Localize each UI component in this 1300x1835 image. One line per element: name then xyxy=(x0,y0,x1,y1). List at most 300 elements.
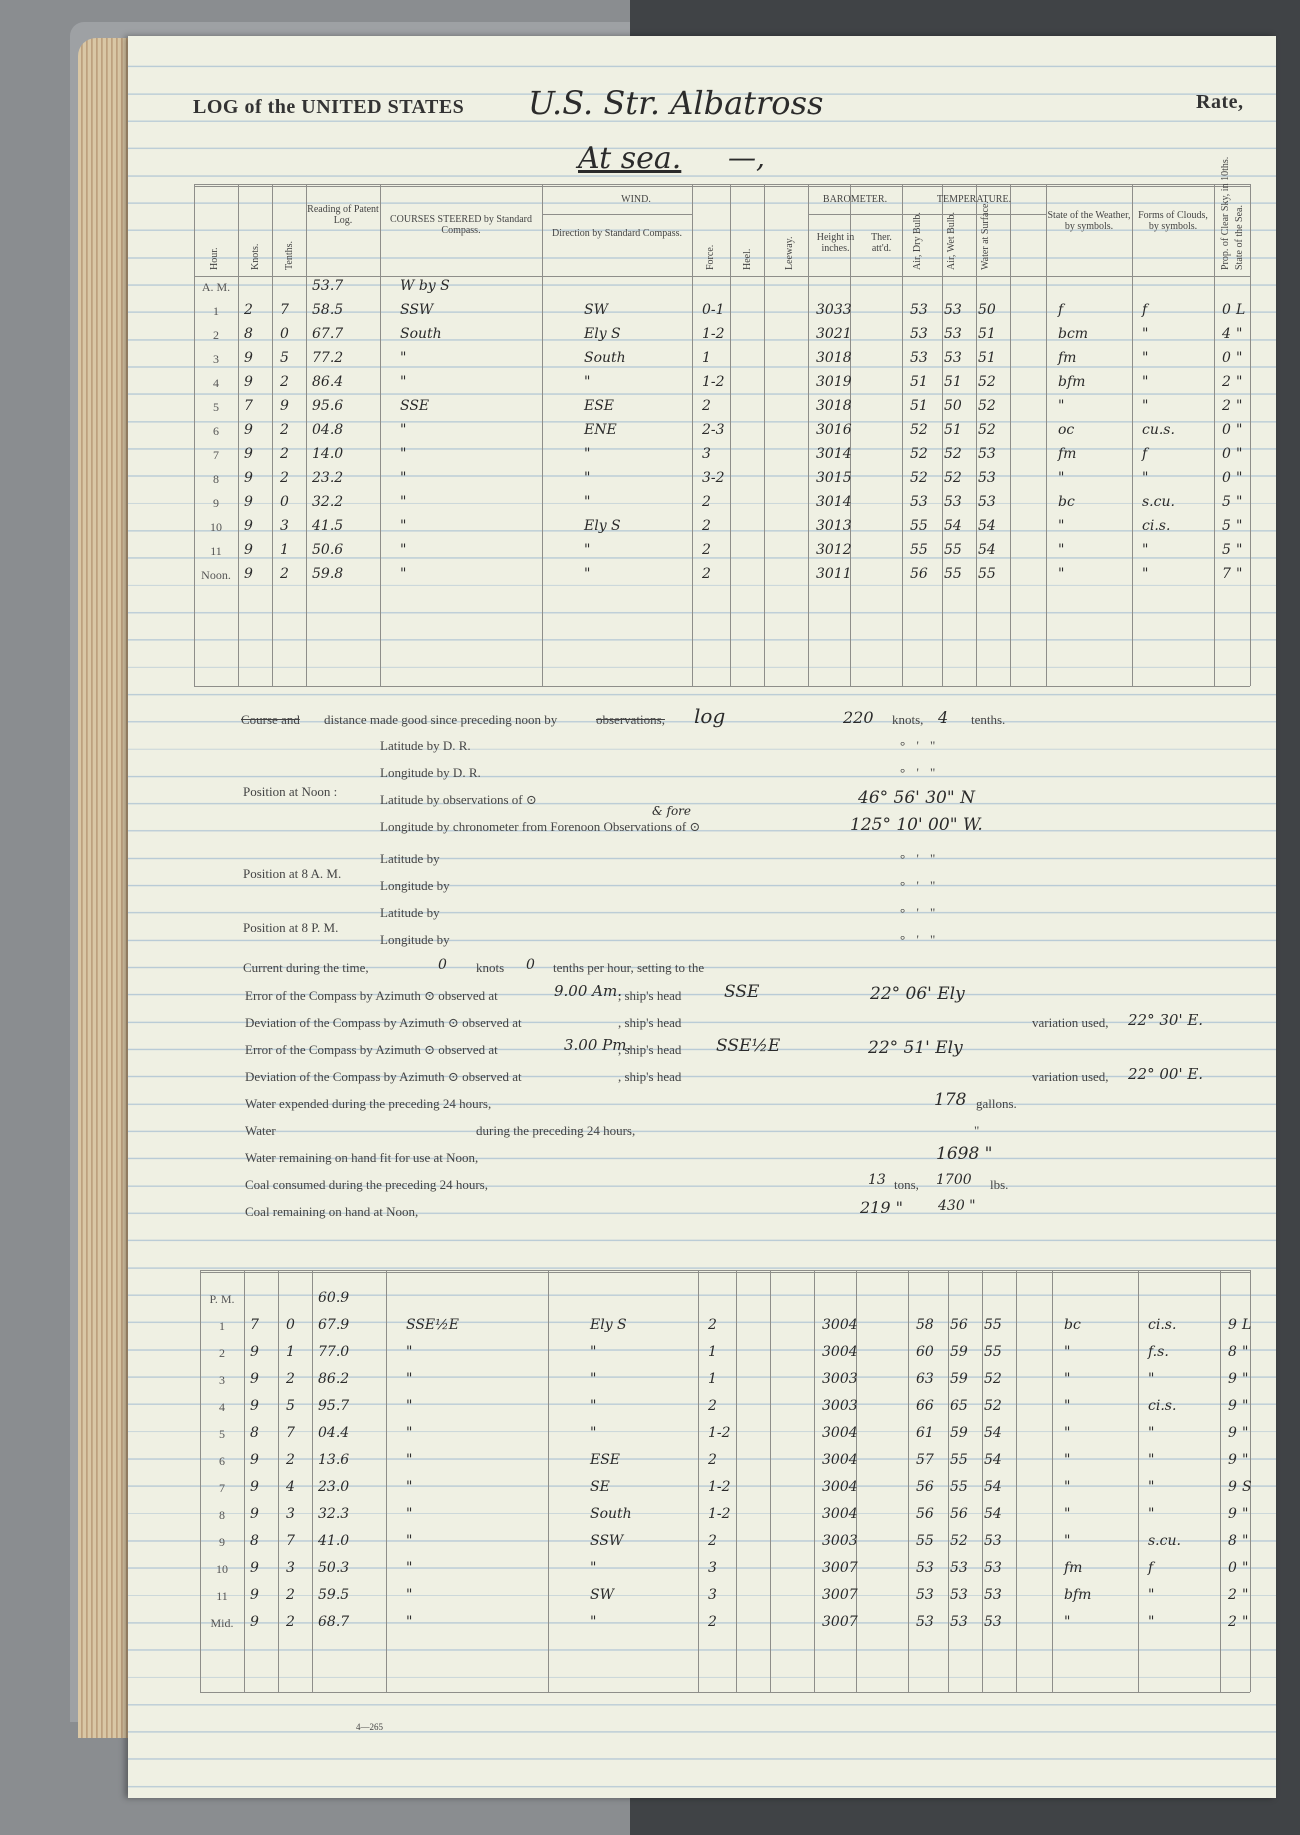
distance-strike-2: observations, xyxy=(596,712,665,727)
dry-bulb-cell: 51 xyxy=(910,374,928,390)
knots-cell: 9 xyxy=(244,494,253,510)
col-hour: Hour. xyxy=(209,247,220,270)
tenths-cell: 2 xyxy=(280,566,289,582)
water-temp-cell: 54 xyxy=(984,1479,1002,1495)
dry-bulb-cell: 52 xyxy=(910,470,928,486)
column-rule xyxy=(692,184,693,686)
col-leeway: Leeway. xyxy=(784,236,795,270)
tenths-cell: 2 xyxy=(286,1452,295,1468)
coal-consumed-lbs: 1700 xyxy=(936,1172,972,1188)
knots-cell: 8 xyxy=(244,326,253,342)
wind-direction-cell: " xyxy=(590,1344,597,1360)
wet-bulb-cell: 53 xyxy=(950,1560,968,1576)
distance-label: distance made good since preceding noon by xyxy=(324,712,558,727)
patent-log-cell: 95.6 xyxy=(312,398,344,414)
column-rule xyxy=(1250,184,1251,686)
tenths-cell: 7 xyxy=(286,1533,295,1549)
wet-bulb-cell: 52 xyxy=(950,1533,968,1549)
sea-state-cell: " xyxy=(1242,1398,1249,1414)
dry-bulb-cell: 56 xyxy=(916,1479,934,1495)
patent-log-cell: 59.5 xyxy=(318,1587,350,1603)
lat-8am-label: Latitude by xyxy=(380,851,440,866)
water-temp-cell: 52 xyxy=(984,1371,1002,1387)
clouds-cell: " xyxy=(1142,542,1149,558)
water-temp-cell: 51 xyxy=(978,350,996,366)
clouds-cell: " xyxy=(1148,1425,1155,1441)
weather-cell: bcm xyxy=(1058,326,1089,342)
col-sea: State of the Sea. xyxy=(1234,205,1245,270)
knots-cell: 9 xyxy=(244,350,253,366)
err2-value: 22° 51' Ely xyxy=(868,1038,963,1058)
clouds-cell: cu.s. xyxy=(1142,422,1175,438)
column-rule xyxy=(278,1270,279,1692)
tenths-cell: 0 xyxy=(280,326,289,342)
clouds-cell: " xyxy=(1142,398,1149,414)
water-temp-cell: 53 xyxy=(984,1587,1002,1603)
course-cell: " xyxy=(406,1560,413,1576)
variation-label-1: variation used, xyxy=(1032,1015,1109,1030)
water-remaining-value: 1698 " xyxy=(936,1144,993,1164)
wet-bulb-cell: 53 xyxy=(950,1614,968,1630)
column-rule xyxy=(770,1270,771,1692)
barometer-cell: 3014 xyxy=(816,494,852,510)
force-cell: 2 xyxy=(708,1398,717,1414)
column-rule xyxy=(730,184,731,686)
weather-cell: " xyxy=(1058,518,1065,534)
clear-sky-cell: 0 xyxy=(1222,350,1231,366)
wet-bulb-cell: 52 xyxy=(944,446,962,462)
sea-state-cell: L xyxy=(1242,1317,1252,1333)
clear-sky-cell: 5 xyxy=(1222,542,1231,558)
patent-log-cell: 86.4 xyxy=(312,374,344,390)
force-cell: 3 xyxy=(708,1587,717,1603)
water-temp-cell: 52 xyxy=(984,1398,1002,1414)
wind-direction-cell: " xyxy=(584,566,591,582)
force-cell: 1-2 xyxy=(702,326,725,342)
clear-sky-cell: 9 xyxy=(1228,1506,1237,1522)
col-courses: COURSES STEERED by Standard Compass. xyxy=(390,214,532,236)
knots-cell: 9 xyxy=(244,518,253,534)
barometer-cell: 3004 xyxy=(822,1506,858,1522)
sea-state-cell: " xyxy=(1242,1506,1249,1522)
row-hour: 1 xyxy=(213,304,219,318)
table-bottom-rule xyxy=(194,686,1250,687)
clouds-cell: ci.s. xyxy=(1148,1317,1177,1333)
current-rest: tenths per hour, setting to the xyxy=(553,960,705,975)
clear-sky-cell: 9 xyxy=(1228,1425,1237,1441)
row-hour: 4 xyxy=(219,1400,225,1414)
sea-state-cell: S xyxy=(1242,1479,1252,1495)
force-cell: 1-2 xyxy=(708,1425,731,1441)
dry-bulb-cell: 51 xyxy=(910,398,928,414)
vessel-name: U.S. Str. Albatross xyxy=(528,84,824,122)
row-hour: 6 xyxy=(219,1454,225,1468)
column-rule xyxy=(982,1270,983,1692)
wind-direction-cell: " xyxy=(584,446,591,462)
patent-log-cell: 50.6 xyxy=(312,542,344,558)
column-rule xyxy=(1138,1270,1139,1692)
course-cell: " xyxy=(406,1614,413,1630)
patent-log-cell: 59.8 xyxy=(312,566,344,582)
coal-remaining-lbs: 430 " xyxy=(938,1198,976,1214)
wind-direction-cell: SE xyxy=(590,1479,610,1495)
column-rule xyxy=(764,184,765,686)
water-temp-cell: 52 xyxy=(978,422,996,438)
force-cell: 3 xyxy=(702,446,711,462)
clear-sky-cell: 0 xyxy=(1222,446,1231,462)
form-number: 4—265 xyxy=(356,1722,383,1732)
wind-direction-cell: " xyxy=(584,374,591,390)
wind-direction-cell: " xyxy=(590,1398,597,1414)
wind-direction-cell: " xyxy=(584,494,591,510)
patent-log-cell: 67.9 xyxy=(318,1317,350,1333)
course-cell: South xyxy=(400,326,442,342)
clear-sky-cell: 0 xyxy=(1228,1560,1237,1576)
sea-state-cell: " xyxy=(1242,1425,1249,1441)
force-cell: 1 xyxy=(708,1371,717,1387)
barometer-cell: 3004 xyxy=(822,1344,858,1360)
sea-state-cell: " xyxy=(1236,494,1243,510)
sea-state-cell: " xyxy=(1236,326,1243,342)
log-page xyxy=(128,36,1276,1798)
clouds-cell: " xyxy=(1142,374,1149,390)
barometer-cell: 3004 xyxy=(822,1479,858,1495)
patent-log-cell: 50.3 xyxy=(318,1560,350,1576)
barometer-cell: 3018 xyxy=(816,398,852,414)
force-cell: 2 xyxy=(702,542,711,558)
course-cell: SSW xyxy=(400,302,434,318)
knots-cell: 8 xyxy=(250,1533,259,1549)
clear-sky-cell: 9 xyxy=(1228,1479,1237,1495)
wet-bulb-cell: 65 xyxy=(950,1398,968,1414)
patent-log-cell: 04.8 xyxy=(312,422,344,438)
wet-bulb-cell: 55 xyxy=(944,542,962,558)
lon-chron-label: Longitude by chronometer from Forenoon Observations of ⊙ xyxy=(380,819,701,834)
clouds-cell: f.s. xyxy=(1148,1344,1169,1360)
clouds-cell: " xyxy=(1148,1452,1155,1468)
patent-log-cell: 77.2 xyxy=(312,350,344,366)
distance-strike: Course and xyxy=(241,712,300,727)
wet-bulb-cell: 59 xyxy=(950,1371,968,1387)
weather-cell: fm xyxy=(1058,446,1077,462)
course-cell: W by S xyxy=(400,278,450,294)
column-rule xyxy=(542,184,543,686)
water-temp-cell: 54 xyxy=(984,1452,1002,1468)
clear-sky-cell: 8 xyxy=(1228,1533,1237,1549)
course-cell: " xyxy=(400,374,407,390)
coal-remaining-label: Coal remaining on hand at Noon, xyxy=(245,1204,419,1219)
lat-obs-value: 46° 56' 30" N xyxy=(858,788,975,808)
row-hour: 8 xyxy=(219,1508,225,1522)
dry-bulb-cell: 55 xyxy=(916,1533,934,1549)
table-top-rule-2 xyxy=(200,1272,1250,1273)
patent-log-cell: 67.7 xyxy=(312,326,344,342)
column-rule xyxy=(808,184,809,686)
tenths-cell: 2 xyxy=(280,446,289,462)
knots-cell: 9 xyxy=(244,374,253,390)
course-cell: " xyxy=(400,350,407,366)
sea-state-cell: " xyxy=(1236,374,1243,390)
wet-bulb-cell: 59 xyxy=(950,1425,968,1441)
patent-log-cell: 68.7 xyxy=(318,1614,350,1630)
dev2-label: Deviation of the Compass by Azimuth ⊙ observed at xyxy=(245,1069,522,1084)
course-cell: " xyxy=(400,422,407,438)
row-hour: Mid. xyxy=(210,1616,234,1630)
force-cell: 1-2 xyxy=(702,374,725,390)
wet-bulb-cell: 53 xyxy=(944,350,962,366)
dry-bulb-cell: 53 xyxy=(910,302,928,318)
tenths-cell: 0 xyxy=(280,494,289,510)
column-rule xyxy=(1220,1270,1221,1692)
knots-cell: 9 xyxy=(244,470,253,486)
col-dry-bulb: Air, Dry Bulb. xyxy=(912,212,923,270)
dry-bulb-cell: 53 xyxy=(916,1614,934,1630)
row-hour: 11 xyxy=(216,1589,228,1603)
barometer-cell: 3012 xyxy=(816,542,852,558)
col-tenths: Tenths. xyxy=(284,240,295,270)
clouds-cell: " xyxy=(1142,566,1149,582)
sea-state-cell: " xyxy=(1236,446,1243,462)
wind-direction-cell: Ely S xyxy=(584,518,621,534)
row-hour: 5 xyxy=(213,400,219,414)
col-wind-direction: Direction by Standard Compass. xyxy=(552,228,682,239)
water-temp-cell: 55 xyxy=(978,566,996,582)
sea-state-cell: " xyxy=(1236,350,1243,366)
col-wet-bulb: Air, Wet Bulb. xyxy=(946,211,957,270)
knots-cell: 9 xyxy=(250,1560,259,1576)
dry-bulb-cell: 56 xyxy=(916,1506,934,1522)
lat-dr-label: Latitude by D. R. xyxy=(380,738,471,753)
row-hour: P. M. xyxy=(209,1292,235,1306)
barometer-cell: 3019 xyxy=(816,374,852,390)
err1-value: 22° 06' Ely xyxy=(870,984,965,1004)
barometer-cell: 3004 xyxy=(822,1452,858,1468)
water-temp-cell: 55 xyxy=(984,1317,1002,1333)
sea-state-cell: " xyxy=(1236,542,1243,558)
dev1-label: Deviation of the Compass by Azimuth ⊙ observed at xyxy=(245,1015,522,1030)
force-cell: 2 xyxy=(702,566,711,582)
water-temp-cell: 53 xyxy=(984,1614,1002,1630)
row-hour: 9 xyxy=(213,496,219,510)
wind-direction-cell: South xyxy=(584,350,626,366)
tenths-cell: 5 xyxy=(280,350,289,366)
patent-log-cell: 41.0 xyxy=(318,1533,350,1549)
col-patent-log: Reading of Patent Log. xyxy=(307,204,379,226)
tenths-cell: 5 xyxy=(286,1398,295,1414)
water-temp-cell: 53 xyxy=(978,494,996,510)
dry-bulb-cell: 58 xyxy=(916,1317,934,1333)
weather-cell: fm xyxy=(1064,1560,1083,1576)
row-hour: Noon. xyxy=(201,568,231,582)
row-hour: 3 xyxy=(219,1373,225,1387)
col-weather: State of the Weather, by symbols. xyxy=(1047,210,1131,232)
table-top-rule xyxy=(200,1270,1250,1271)
table-bottom-rule xyxy=(200,1692,1250,1693)
wind-direction-cell: " xyxy=(584,470,591,486)
course-cell: " xyxy=(400,542,407,558)
rate-label: Rate, xyxy=(1196,91,1244,113)
water-temp-cell: 52 xyxy=(978,374,996,390)
weather-cell: " xyxy=(1064,1479,1071,1495)
row-hour: 2 xyxy=(219,1346,225,1360)
col-height: Height in inches. xyxy=(816,232,855,254)
course-cell: SSE xyxy=(400,398,430,414)
lon-chron-value: 125° 10' 00" W. xyxy=(850,815,983,835)
wet-bulb-cell: 52 xyxy=(944,470,962,486)
column-rule xyxy=(312,1270,313,1692)
weather-cell: " xyxy=(1064,1398,1071,1414)
wind-direction-cell: SW xyxy=(590,1587,614,1603)
water-remaining-label: Water remaining on hand fit for use at Noon, xyxy=(245,1150,479,1165)
clear-sky-cell: 2 xyxy=(1222,398,1231,414)
force-cell: 2-3 xyxy=(702,422,725,438)
force-cell: 1-2 xyxy=(708,1506,731,1522)
weather-cell: oc xyxy=(1058,422,1075,438)
dry-bulb-cell: 53 xyxy=(910,326,928,342)
weather-cell: " xyxy=(1064,1533,1071,1549)
sea-state-cell: " xyxy=(1236,422,1243,438)
tenths-cell: 9 xyxy=(280,398,289,414)
clouds-cell: s.cu. xyxy=(1142,494,1175,510)
weather-cell: " xyxy=(1058,470,1065,486)
force-cell: 3-2 xyxy=(702,470,725,486)
water-temp-cell: 50 xyxy=(978,302,996,318)
col-knots: Knots. xyxy=(250,243,261,270)
wet-bulb-cell: 51 xyxy=(944,374,962,390)
tenths-cell: 1 xyxy=(280,542,289,558)
barometer-cell: 3014 xyxy=(816,446,852,462)
row-hour: 1 xyxy=(219,1319,225,1333)
weather-cell: " xyxy=(1064,1371,1071,1387)
col-heel: Heel. xyxy=(742,248,753,270)
clear-sky-cell: 9 xyxy=(1228,1317,1237,1333)
sea-state-cell: " xyxy=(1242,1560,1249,1576)
column-rule xyxy=(1010,184,1011,686)
course-cell: " xyxy=(400,494,407,510)
patent-log-cell: 41.5 xyxy=(312,518,344,534)
weather-cell: " xyxy=(1064,1425,1071,1441)
weather-cell: " xyxy=(1064,1506,1071,1522)
distance-by: log xyxy=(694,704,726,728)
tenths-cell: 2 xyxy=(280,422,289,438)
col-force: Force. xyxy=(705,244,716,270)
wet-bulb-cell: 50 xyxy=(944,398,962,414)
weather-cell: bfm xyxy=(1058,374,1086,390)
weather-cell: " xyxy=(1058,542,1065,558)
tenths-cell: 0 xyxy=(286,1317,295,1333)
water-temp-cell: 53 xyxy=(978,470,996,486)
water-temp-cell: 55 xyxy=(984,1344,1002,1360)
course-cell: " xyxy=(406,1425,413,1441)
row-hour: 2 xyxy=(213,328,219,342)
patent-log-cell: 32.2 xyxy=(312,494,344,510)
water-ditto: " xyxy=(974,1123,980,1138)
water-temp-cell: 54 xyxy=(984,1506,1002,1522)
weather-cell: " xyxy=(1058,398,1065,414)
wind-direction-cell: " xyxy=(584,542,591,558)
clouds-cell: s.cu. xyxy=(1148,1533,1181,1549)
wind-direction-cell: South xyxy=(590,1506,632,1522)
column-rule xyxy=(814,1270,815,1692)
column-rule xyxy=(548,1270,549,1692)
wind-direction-cell: SSW xyxy=(590,1533,624,1549)
course-cell: " xyxy=(400,446,407,462)
row-hour: 6 xyxy=(213,424,219,438)
page-title: LOG of the UNITED STATES xyxy=(193,96,465,118)
knots-label: knots, xyxy=(892,712,924,727)
col-clouds: Forms of Clouds, by symbols. xyxy=(1138,210,1208,232)
position-noon-label: Position at Noon : xyxy=(243,784,338,799)
column-rule xyxy=(1052,1270,1053,1692)
clouds-cell: f xyxy=(1142,446,1148,462)
wet-bulb-cell: 55 xyxy=(950,1479,968,1495)
wet-bulb-cell: 55 xyxy=(944,566,962,582)
barometer-cell: 3007 xyxy=(822,1587,858,1603)
col-barometer: BAROMETER. xyxy=(822,194,888,205)
knots-cell: 9 xyxy=(250,1452,259,1468)
force-cell: 2 xyxy=(702,398,711,414)
table-top-rule xyxy=(194,184,1250,185)
course-cell: " xyxy=(406,1344,413,1360)
course-cell: " xyxy=(406,1533,413,1549)
force-cell: 2 xyxy=(708,1452,717,1468)
column-rule xyxy=(1132,184,1133,686)
header-rule xyxy=(194,276,1250,277)
force-cell: 2 xyxy=(702,494,711,510)
dry-bulb-cell: 53 xyxy=(916,1587,934,1603)
err1-head: SSE xyxy=(724,982,760,1002)
wind-direction-cell: " xyxy=(590,1371,597,1387)
weather-cell: " xyxy=(1064,1344,1071,1360)
err1-time: 9.00 Am. xyxy=(554,982,622,1000)
dry-bulb-cell: 53 xyxy=(916,1560,934,1576)
column-rule xyxy=(948,1270,949,1692)
knots-cell: 8 xyxy=(250,1425,259,1441)
lon-chron-note: & fore xyxy=(652,804,691,818)
course-cell: " xyxy=(406,1452,413,1468)
water-temp-cell: 54 xyxy=(978,518,996,534)
column-rule xyxy=(942,184,943,686)
dry-bulb-cell: 66 xyxy=(916,1398,934,1414)
clouds-cell: " xyxy=(1148,1479,1155,1495)
var1-value: 22° 30' E. xyxy=(1128,1011,1204,1029)
wet-bulb-cell: 53 xyxy=(944,302,962,318)
force-cell: 2 xyxy=(702,518,711,534)
clear-sky-cell: 5 xyxy=(1222,494,1231,510)
variation-label-2: variation used, xyxy=(1032,1069,1109,1084)
sea-state-cell: " xyxy=(1242,1344,1249,1360)
row-hour: 5 xyxy=(219,1427,225,1441)
force-cell: 1 xyxy=(708,1344,717,1360)
clouds-cell: " xyxy=(1148,1587,1155,1603)
barometer-cell: 3013 xyxy=(816,518,852,534)
clear-sky-cell: 4 xyxy=(1222,326,1231,342)
row-hour: 10 xyxy=(216,1562,228,1576)
course-cell: " xyxy=(406,1371,413,1387)
column-rule xyxy=(698,1270,699,1692)
clear-sky-cell: 9 xyxy=(1228,1398,1237,1414)
deg-8pm-lon: ° ' " xyxy=(900,932,940,947)
column-rule xyxy=(1046,184,1047,686)
col-ther: Ther. att'd. xyxy=(871,232,892,254)
clouds-cell: " xyxy=(1148,1506,1155,1522)
clear-sky-cell: 2 xyxy=(1222,374,1231,390)
sea-state-cell: " xyxy=(1242,1371,1249,1387)
current-label: Current during the time, xyxy=(243,960,369,975)
force-cell: 3 xyxy=(708,1560,717,1576)
column-rule xyxy=(902,184,903,686)
wind-direction-cell: Ely S xyxy=(590,1317,627,1333)
